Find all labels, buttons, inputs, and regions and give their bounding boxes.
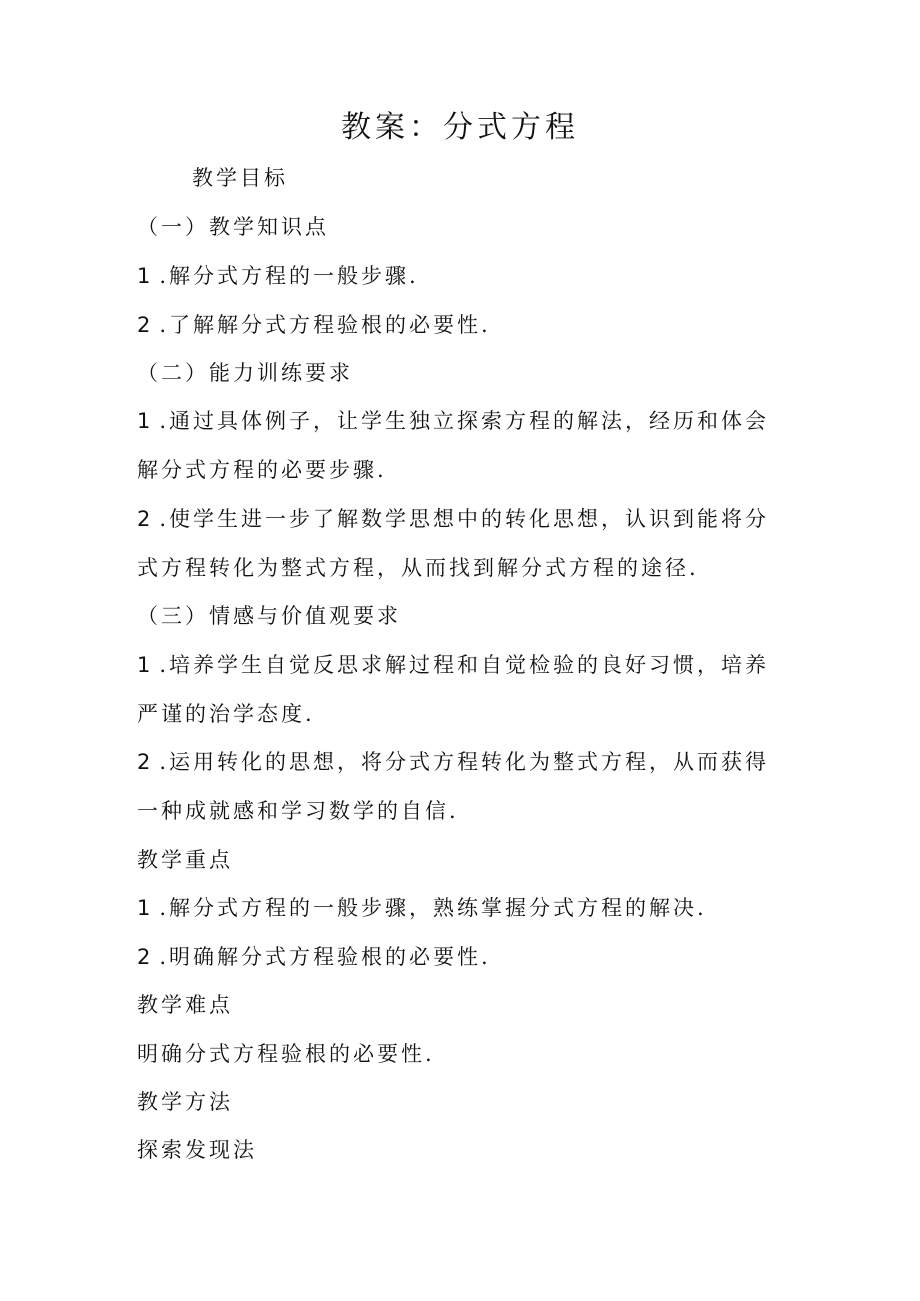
list-item [137,406,777,436]
item-number: 1 [137,896,154,920]
item-text: .运用转化的思想，将分式方程转化为整式方程，从而获得 [159,750,770,774]
page-title: 教案：分式方程 [341,110,579,145]
item-text: .明确解分式方程验根的必要性. [159,945,491,969]
item-number: 2 [137,750,154,774]
item-number: 2 [137,945,154,969]
section-heading-methods: 教学方法 [137,1090,233,1114]
subsection-heading-knowledge: （一）教学知识点 [137,215,329,239]
list-item [137,942,777,972]
list-item [137,504,777,534]
item-text: .通过具体例子，让学生独立探索方程的解法，经历和体会 [159,409,770,433]
paragraph-text: 探索发现法 [137,1138,257,1162]
list-item [137,650,777,680]
subsection-heading-values: （三）情感与价值观要求 [137,604,401,628]
list-item-continuation: 式方程转化为整式方程，从而找到解分式方程的途径. [137,556,699,580]
item-text: .培养学生自觉反思求解过程和自觉检验的良好习惯，培养 [159,653,770,677]
item-number: 1 [137,264,154,288]
item-number: 1 [137,409,154,433]
item-text: .使学生进一步了解数学思想中的转化思想，认识到能将分 [159,507,770,531]
item-number: 2 [137,313,154,337]
paragraph-text: 明确分式方程验根的必要性. [137,1042,435,1066]
section-heading-difficulties: 教学难点 [137,993,233,1017]
list-item-continuation: 一种成就感和学习数学的自信. [137,799,459,823]
item-text: .解分式方程的一般步骤，熟练掌握分式方程的解决. [159,896,707,920]
item-number: 2 [137,507,154,531]
list-item-continuation: 严谨的治学态度. [137,702,315,726]
item-text: .解分式方程的一般步骤. [159,264,419,288]
list-item-continuation: 解分式方程的必要步骤. [137,458,387,482]
item-text: .了解解分式方程验根的必要性. [159,313,491,337]
section-heading-key-points: 教学重点 [137,848,233,872]
list-item [137,261,777,291]
list-item [137,893,777,923]
item-number: 1 [137,653,154,677]
section-heading-objectives: 教学目标 [192,166,288,190]
list-item [137,310,777,340]
subsection-heading-ability: （二）能力训练要求 [137,361,353,385]
list-item [137,747,777,777]
